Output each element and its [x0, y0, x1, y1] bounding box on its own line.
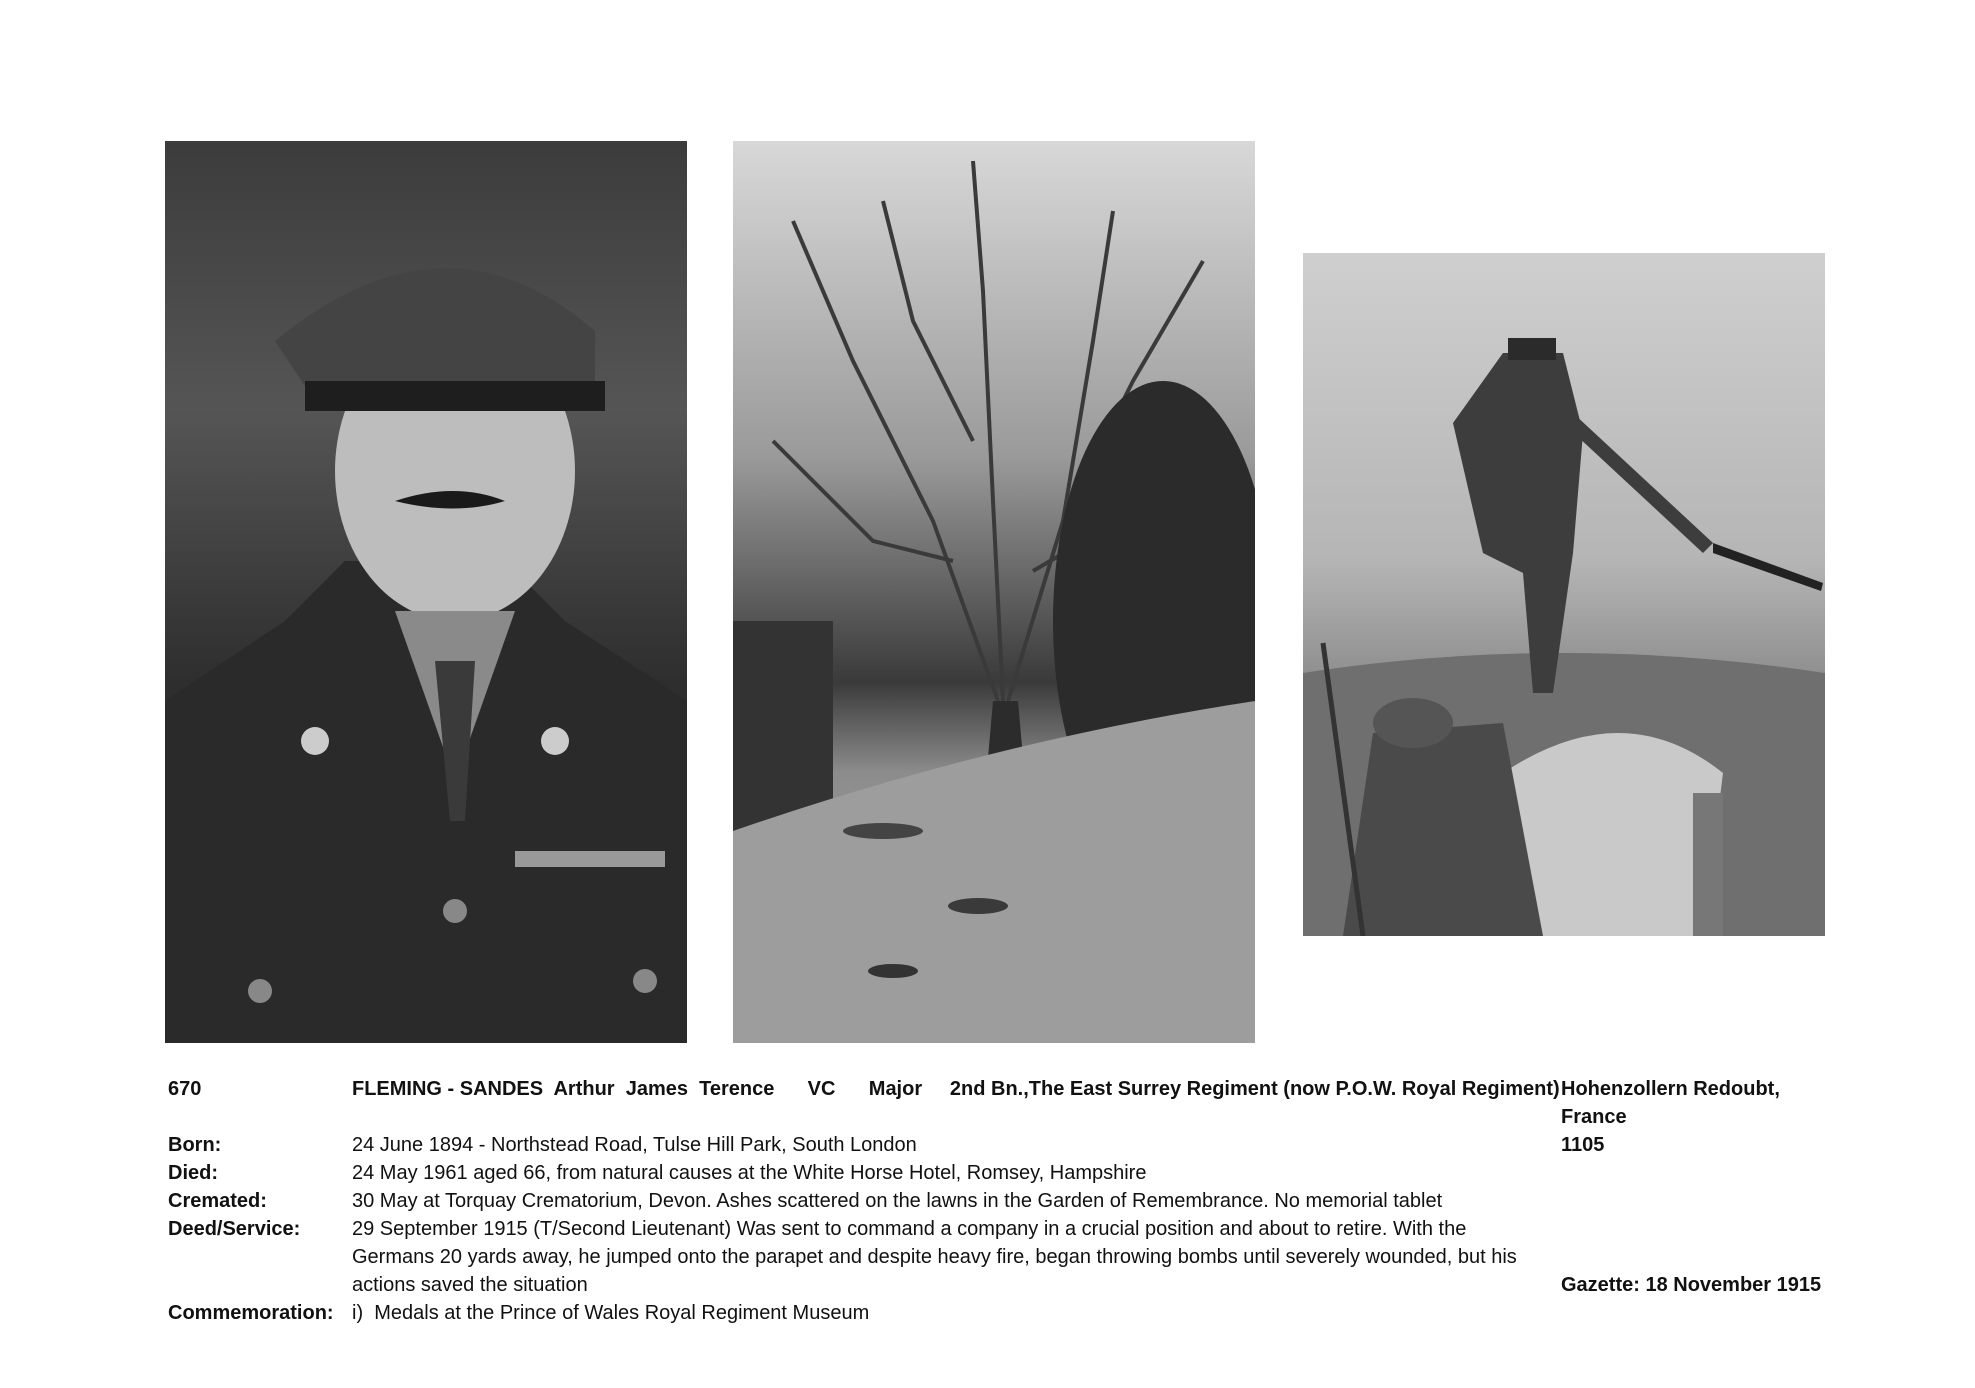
died-value: 24 May 1961 aged 66, from natural causes at the White Horse Hotel, Romsey, Hampshire: [352, 1162, 1147, 1184]
deed-value: 29 September 1915 (T/Second Lieutenant) Was sent to command a company in a crucial position and about to retire. With the Germans 20 yards away, he jumped onto the parapet and despite heavy fire, began throwing bombs until severely wounded, but his actions saved the situation: [352, 1218, 1517, 1296]
location-line-2: France: [1561, 1106, 1627, 1128]
commemoration-label: Commemoration:: [168, 1302, 334, 1324]
gazette-date: Gazette: 18 November 1915: [1561, 1274, 1822, 1296]
portrait-photo: [165, 141, 687, 1043]
deed-label: Deed/Service:: [168, 1218, 301, 1240]
commemoration-value: i) Medals at the Prince of Wales Royal Regiment Museum: [352, 1302, 870, 1324]
born-value: 24 June 1894 - Northstead Road, Tulse Hill Park, South London: [352, 1134, 917, 1156]
reference-number: 1105: [1561, 1134, 1605, 1156]
cremated-label: Cremated:: [168, 1190, 267, 1212]
record-number: 670: [168, 1078, 202, 1100]
record-heading: FLEMING - SANDES Arthur James Terence VC Major 2nd Bn.,The East Surrey Regiment (now P.O.W. Royal Regiment): [352, 1078, 1560, 1100]
garden-of-remembrance-photo: [733, 141, 1255, 1043]
battle-illustration: [1303, 253, 1825, 936]
born-label: Born:: [168, 1134, 222, 1156]
cremated-value: 30 May at Torquay Crematorium, Devon. Ashes scattered on the lawns in the Garden of Remembrance. No memorial tablet: [352, 1190, 1443, 1212]
died-label: Died:: [168, 1162, 218, 1184]
location-line-1: Hohenzollern Redoubt,: [1561, 1078, 1780, 1100]
